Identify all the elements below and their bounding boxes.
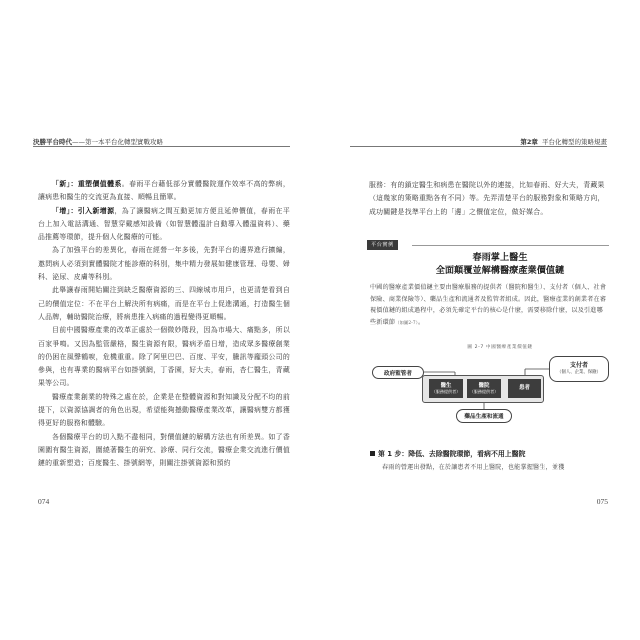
left-body-text — [38, 178, 290, 471]
figure-reference: （如圖2-7） — [395, 319, 418, 325]
pharma-node — [456, 409, 512, 423]
case-title: 春雨掌上醫生 — [472, 252, 528, 263]
right-running-head — [520, 137, 607, 146]
paragraph: 醫療產業創業的特殊之處在於，企業是在整體資源和對知識及分配不均的前提下，以資源協調者的角色出現，希望能夠撼動醫療產業改革，讓醫病雙方都獲得更好的服務和體驗。 — [38, 392, 290, 428]
patient-node — [508, 379, 541, 398]
case-tag: 平台實例 — [367, 240, 398, 250]
case-body-text: 中國的醫療產業價值鏈主要由醫療服務的提供者（醫院和醫生）、支付者（個人、社會保險、商業保險等）、藥品生產和流通者及監管者組成。因此，醫療產業的創業者在審視價值鏈的組成過程中，必須先確定平台的核心是什麼，需要移除什麼，以及引進哪些新環節 — [370, 284, 607, 326]
payer-node — [549, 356, 609, 382]
paragraph-text: ，為了讓醫病之間互動更加方便且延伸價值，春雨在平台上加入電話溝通、智慧穿戴感知設備（如智慧體溫計自動導入體溫資料）、藥品推薦等環節，提升個人化醫療的可能。 — [38, 206, 290, 242]
chapter-label: 第2章 — [520, 138, 538, 146]
paragraph-keyword: 「增」：引入新增源 — [52, 206, 115, 215]
right-top-paragraph: 服務：有的鎖定醫生和病患在醫院以外的連接，比如春雨、好大夫，青藏果（這幾家的策略重點各有不同）等。先弄清楚平台的服務對象和策略方向，成功關鍵是找準平台上的「邊」之價值定位，做好媒合。 — [369, 181, 605, 216]
step-heading — [370, 448, 610, 458]
step-heading-text: 第 1 步：降低、去除醫院環節，看病不用上醫院 — [378, 450, 526, 458]
doctor-label: 醫生 — [440, 382, 452, 389]
book-title: 決勝平台時代 — [33, 138, 72, 146]
pharma-label: 藥品生產和流通 — [464, 414, 504, 420]
right-page — [320, 0, 640, 640]
figure-caption: 圖 2-7 中國醫療產業價值鏈 — [467, 345, 533, 350]
paragraph-keyword: 「新」：重塑價值體系 — [52, 180, 122, 188]
square-bullet-icon — [370, 451, 375, 456]
hospital-label: 醫院 — [478, 382, 490, 389]
payer-sublabel: （個人、企業、保險） — [557, 369, 601, 375]
paragraph: 目前中國醫療產業的改革正處於一個微妙階段，因為市場大、痛點多，所以百家爭鳴。又因為監管嚴格，醫生資源有限，醫病矛盾日增，造成眾多醫療創業的仍困在風聲鶴唳，危機重重。除了阿里巴巴、百度、平安，騰訊等龐頭公司的參與，也有專業的醫病平台如掛號網，丁香園，好大夫，春雨，杏仁醫生，青藏果等公司。 — [38, 326, 290, 388]
paragraph-text: 。春雨平台藉低部分實體醫院運作效率不高的弊病，讓病患和醫生的交流更為直接、順暢且簡單。 — [38, 180, 290, 202]
case-divider — [412, 245, 609, 246]
regulator-node — [372, 366, 424, 379]
payer-label: 支付者 — [569, 362, 588, 370]
value-chain-diagram — [365, 355, 610, 430]
doctor-sublabel: （服務提供者） — [431, 389, 461, 395]
case-body-end: 。 — [418, 318, 425, 326]
hospital-node — [467, 379, 501, 398]
regulator-label: 政府監管者 — [384, 370, 412, 377]
paragraph: 各個醫療平台的切入點不盡相同，對價值鏈的解構方法也有所差異。如了香園圍有醫生資源，圍繞著醫生的研究、診療、同行交流，醫療企業交流進行價值鏈的重新塑造；百度醫生、掛號網等，則關注掛號資源和預約 — [38, 432, 290, 468]
left-page-number: 074 — [38, 497, 50, 506]
left-header-rule — [33, 146, 290, 147]
paragraph: 此舉讓春雨開始關注到缺乏醫療資源的三、四線城市用戶，也更清楚看到自己的價值定位：不在平台上解決所有病痛，而是在平台上促進溝通，打造醫生個人品牌，輔助醫院治療，將病患推入病痛的過程變得更順暢。 — [38, 286, 290, 321]
case-body — [370, 282, 608, 328]
right-header-rule — [350, 146, 607, 147]
step-body: 春雨的營運出發點，在於讓患者不用上醫院，也能掌握醫生，並獲 — [382, 464, 565, 471]
case-subtitle: 全面顛覆並解構醫療產業價值鏈 — [435, 265, 565, 276]
paragraph — [38, 205, 290, 245]
left-running-head — [33, 137, 163, 146]
book-subtitle: ——第一本平台化轉型實戰攻略 — [72, 138, 163, 146]
right-page-number: 075 — [596, 497, 608, 506]
paragraph — [38, 178, 290, 205]
hospital-sublabel: （服務提供者） — [469, 389, 499, 395]
doctor-node — [429, 379, 463, 398]
paragraph: 為了加強平台的差異化，春雨在經營一年多後，先對平台的邊界進行擴編，邀問病人必須到實體醫院才能診療的科別，集中精力發展如健康管理、母嬰、婦科、泌尿、皮膚等科別。 — [38, 246, 290, 282]
chapter-title: 平台化轉型的策略規畫 — [542, 138, 607, 146]
patient-label: 患者 — [519, 385, 530, 392]
